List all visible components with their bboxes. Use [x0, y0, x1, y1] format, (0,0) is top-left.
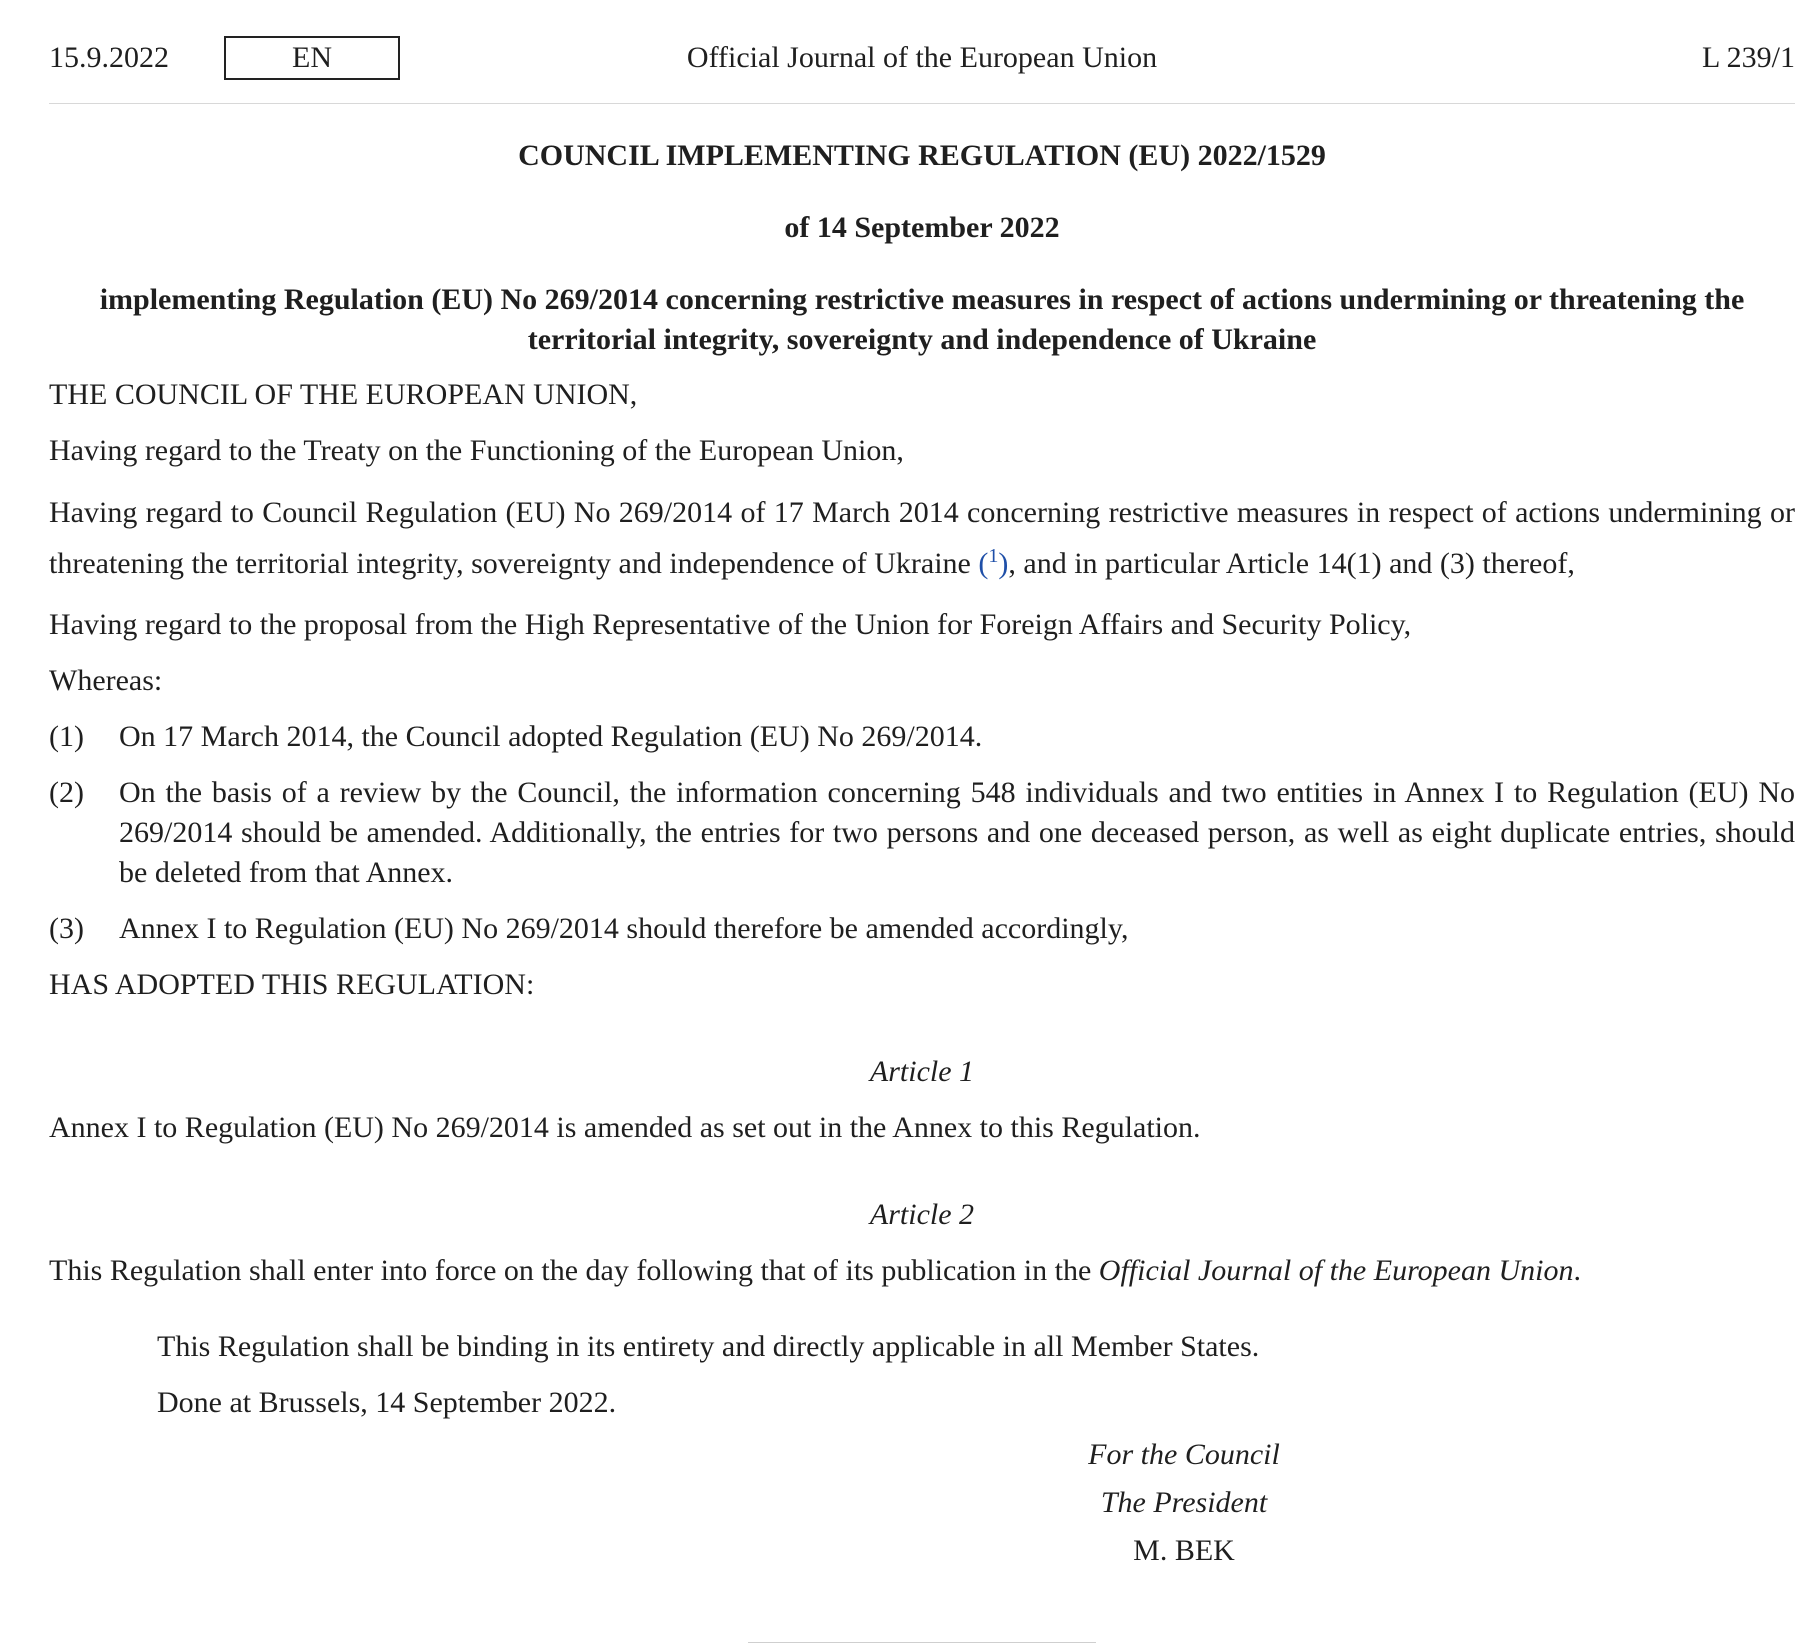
footnote-paren-close: ) [998, 547, 1009, 580]
footnote-link[interactable] [978, 547, 1008, 580]
recital-item [49, 909, 1795, 949]
article-1-title: Article 1 [869, 1055, 975, 1088]
article-2-text [49, 1251, 1795, 1291]
article-1-text: Annex I to Regulation (EU) No 269/2014 is amended as set out in the Annex to this Regulation. [49, 1111, 1201, 1144]
signature-name: M. BEK [1133, 1534, 1235, 1567]
recital-item [49, 773, 1795, 893]
journal-name: Official Journal of the European Union [686, 41, 1158, 74]
signature-role: The President [1100, 1486, 1268, 1519]
journal-header [49, 36, 1795, 80]
recital-number: (3) [49, 912, 84, 945]
adoption-statement: HAS ADOPTED THIS REGULATION: [49, 968, 535, 1001]
citation-proposal: Having regard to the proposal from the High Representative of the Union for Foreign Affairs and Security Policy, [49, 608, 1412, 641]
header-divider [49, 103, 1795, 104]
whereas-label: Whereas: [49, 664, 163, 697]
regulation-subtitle: implementing Regulation (EU) No 269/2014 concerning restrictive measures in respect of actions undermining or threatening the territorial integrity, sovereignty and independence of Ukraine [99, 283, 1745, 356]
citation-regulation-tail: , and in particular Article 14(1) and (3) thereof, [1008, 547, 1575, 580]
recital-text: On the basis of a review by the Council, the information concerning 548 individuals and two entities in Annex I to Regulation (EU) No 269/2014 should be amended. Additionally, the entries for two persons and one deceased person, as well as eight duplicate entries, should be deleted from that Annex. [119, 776, 1795, 889]
article-2-journal-name: Official Journal of the European Union [1098, 1254, 1574, 1287]
citation-regulation-text: Having regard to Council Regulation (EU) No 269/2014 of 17 March 2014 concerning restrictive measures in respect of actions undermining or threatening the territorial integrity, sovereignty and independence of Ukraine [49, 496, 1795, 580]
footnote-number: 1 [988, 545, 999, 567]
article-2-text-start: This Regulation shall enter into force on the day following that of its publication in the [49, 1254, 1099, 1287]
language-badge: EN [224, 36, 400, 80]
binding-statement: This Regulation shall be binding in its entirety and directly applicable in all Member States. [157, 1330, 1260, 1363]
footnote-paren-open: ( [978, 547, 989, 580]
citation-treaty: Having regard to the Treaty on the Functioning of the European Union, [49, 434, 904, 467]
regulation-date: of 14 September 2022 [784, 211, 1060, 244]
recital-text: Annex I to Regulation (EU) No 269/2014 should therefore be amended accordingly, [119, 912, 1129, 945]
signature-for: For the Council [1088, 1438, 1280, 1471]
recital-item [49, 717, 1795, 757]
article-2-title: Article 2 [869, 1198, 975, 1231]
regulation-title: COUNCIL IMPLEMENTING REGULATION (EU) 2022/1529 [518, 139, 1326, 172]
publication-date: 15.9.2022 [49, 41, 169, 74]
council-heading: THE COUNCIL OF THE EUROPEAN UNION, [49, 378, 638, 411]
footer-divider [748, 1642, 1096, 1643]
signature-block [899, 1431, 1469, 1575]
done-at: Done at Brussels, 14 September 2022. [157, 1386, 617, 1419]
document-body [49, 136, 1795, 1575]
recital-number: (1) [49, 720, 84, 753]
article-2-text-end: . [1573, 1254, 1581, 1287]
recital-number: (2) [49, 776, 84, 809]
recital-text: On 17 March 2014, the Council adopted Regulation (EU) No 269/2014. [119, 720, 983, 753]
citation-regulation [49, 487, 1795, 589]
page-reference: L 239/1 [1701, 41, 1795, 74]
